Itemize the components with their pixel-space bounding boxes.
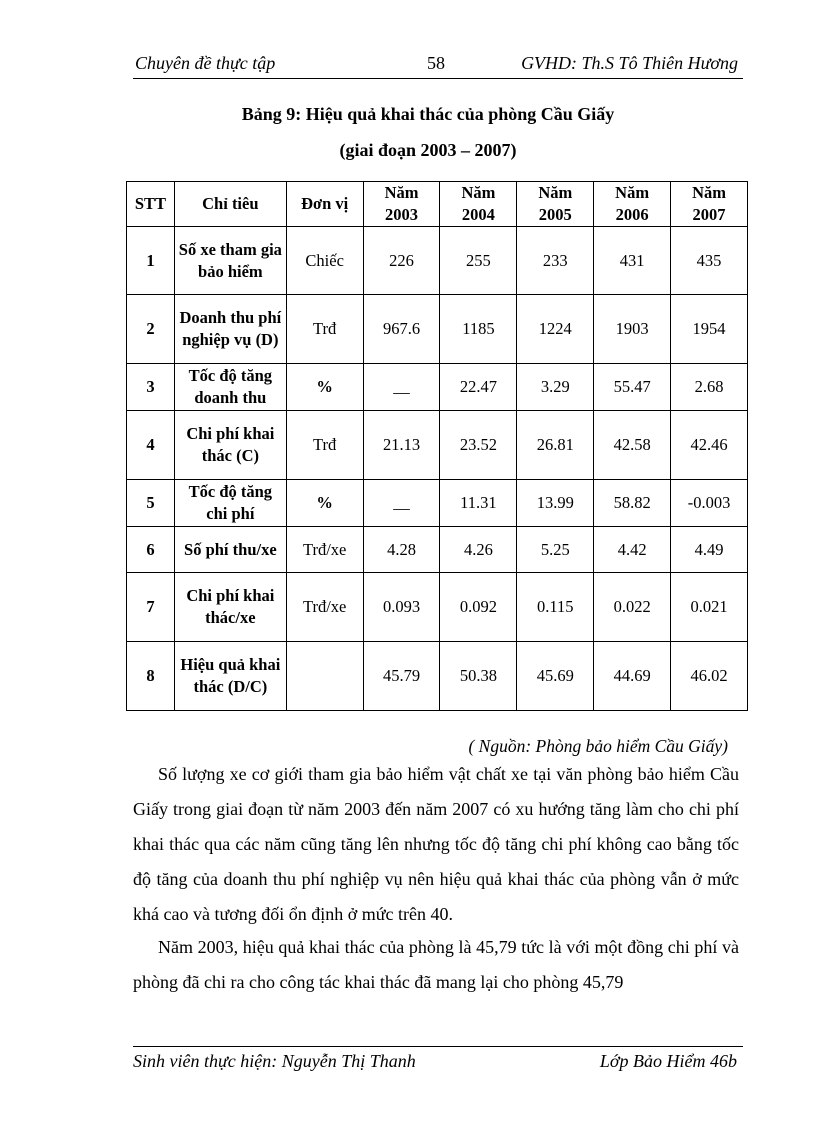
cell-2006: 1903 xyxy=(594,295,671,364)
header-stt: STT xyxy=(127,182,175,227)
row-unit: Chiếc xyxy=(286,227,363,295)
cell-2006: 55.47 xyxy=(594,364,671,411)
body-paragraph: Năm 2003, hiệu quả khai thác của phòng là 45,79 tức là với một đồng chi phí và phòng đã chi ra cho công tác khai thác đã mang lại cho phòng 45,79 xyxy=(133,937,739,992)
table-row xyxy=(127,480,748,527)
cell-2007: 4.49 xyxy=(671,527,748,573)
table-header-row xyxy=(127,182,748,227)
cell-2003: 226 xyxy=(363,227,440,295)
cell-2006: 0.022 xyxy=(594,573,671,642)
header-indicator: Chỉ tiêu xyxy=(174,182,286,227)
efficiency-table xyxy=(126,181,748,711)
cell-2005: 26.81 xyxy=(517,411,594,480)
row-stt: 3 xyxy=(127,364,175,411)
cell-2006: 4.42 xyxy=(594,527,671,573)
body-paragraph: Số lượng xe cơ giới tham gia bảo hiểm vật chất xe tại văn phòng bảo hiểm Cầu Giấy trong giai đoạn từ năm 2003 đến năm 2007 có xu hướng tăng làm cho chi phí khai thác qua các năm cũng tăng lên nhưng tốc độ tăng chi phí không cao bằng tốc độ tăng của doanh thu phí nghiệp vụ nên hiệu quả khai thác của phòng vẫn ở mức khá cao và tương đối ổn định ở mức trên 40. xyxy=(133,764,739,924)
cell-2006: 58.82 xyxy=(594,480,671,527)
cell-2005: 13.99 xyxy=(517,480,594,527)
row-stt: 8 xyxy=(127,642,175,711)
table-row xyxy=(127,573,748,642)
table-title: Bảng 9: Hiệu quả khai thác của phòng Cầu Giấy xyxy=(241,104,615,124)
cell-2005: 5.25 xyxy=(517,527,594,573)
footer-right: Lớp Bảo Hiểm 46b xyxy=(599,1051,737,1071)
cell-2005: 45.69 xyxy=(517,642,594,711)
row-indicator: Số phí thu/xe xyxy=(174,527,286,573)
cell-2006: 44.69 xyxy=(594,642,671,711)
cell-2004: 50.38 xyxy=(440,642,517,711)
cell-2004: 255 xyxy=(440,227,517,295)
row-stt: 5 xyxy=(127,480,175,527)
row-stt: 7 xyxy=(127,573,175,642)
header-year-2005: Năm 2005 xyxy=(517,182,594,227)
row-unit: % xyxy=(286,480,363,527)
cell-2005: 1224 xyxy=(517,295,594,364)
footer-left: Sinh viên thực hiện: Nguyễn Thị Thanh xyxy=(133,1051,416,1071)
cell-2006: 431 xyxy=(594,227,671,295)
cell-2006: 42.58 xyxy=(594,411,671,480)
row-indicator: Doanh thu phí nghiệp vụ (D) xyxy=(174,295,286,364)
row-unit xyxy=(286,642,363,711)
header-right: GVHD: Th.S Tô Thiên Hương xyxy=(521,53,738,73)
cell-2004: 22.47 xyxy=(440,364,517,411)
row-unit: % xyxy=(286,364,363,411)
page-footer xyxy=(133,1046,743,1075)
cell-2007: 42.46 xyxy=(671,411,748,480)
cell-2007: 0.021 xyxy=(671,573,748,642)
cell-2004: 11.31 xyxy=(440,480,517,527)
table-row xyxy=(127,295,748,364)
row-unit: Trđ/xe xyxy=(286,573,363,642)
cell-2004: 0.092 xyxy=(440,573,517,642)
row-stt: 1 xyxy=(127,227,175,295)
table-source: ( Nguồn: Phòng bảo hiểm Cầu Giấy) xyxy=(468,736,728,756)
cell-2005: 0.115 xyxy=(517,573,594,642)
cell-2004: 23.52 xyxy=(440,411,517,480)
cell-2007: 435 xyxy=(671,227,748,295)
row-unit: Trđ/xe xyxy=(286,527,363,573)
table-row xyxy=(127,527,748,573)
cell-2007: -0.003 xyxy=(671,480,748,527)
header-year-2006: Năm 2006 xyxy=(594,182,671,227)
header-year-2004: Năm 2004 xyxy=(440,182,517,227)
cell-2005: 3.29 xyxy=(517,364,594,411)
cell-2007: 46.02 xyxy=(671,642,748,711)
cell-2005: 233 xyxy=(517,227,594,295)
cell-2003: __ xyxy=(363,364,440,411)
page-header xyxy=(133,52,743,79)
table-subtitle: (giai đoạn 2003 – 2007) xyxy=(339,140,517,160)
row-indicator: Số xe tham gia bảo hiểm xyxy=(174,227,286,295)
table-row xyxy=(127,364,748,411)
row-unit: Trđ xyxy=(286,295,363,364)
cell-2003: __ xyxy=(363,480,440,527)
row-indicator: Tốc độ tăng doanh thu xyxy=(174,364,286,411)
row-stt: 4 xyxy=(127,411,175,480)
row-indicator: Tốc độ tăng chi phí xyxy=(174,480,286,527)
header-year-2007: Năm 2007 xyxy=(671,182,748,227)
header-unit: Đơn vị xyxy=(286,182,363,227)
row-indicator: Chi phí khai thác (C) xyxy=(174,411,286,480)
table-row xyxy=(127,411,748,480)
cell-2007: 1954 xyxy=(671,295,748,364)
page-number: 58 xyxy=(427,53,445,73)
table-row xyxy=(127,227,748,295)
header-left: Chuyên đề thực tập xyxy=(135,53,276,73)
cell-2004: 1185 xyxy=(440,295,517,364)
row-stt: 6 xyxy=(127,527,175,573)
cell-2007: 2.68 xyxy=(671,364,748,411)
cell-2003: 21.13 xyxy=(363,411,440,480)
header-year-2003: Năm 2003 xyxy=(363,182,440,227)
cell-2003: 45.79 xyxy=(363,642,440,711)
cell-2003: 0.093 xyxy=(363,573,440,642)
cell-2004: 4.26 xyxy=(440,527,517,573)
row-indicator: Hiệu quả khai thác (D/C) xyxy=(174,642,286,711)
row-unit: Trđ xyxy=(286,411,363,480)
row-indicator: Chi phí khai thác/xe xyxy=(174,573,286,642)
cell-2003: 967.6 xyxy=(363,295,440,364)
row-stt: 2 xyxy=(127,295,175,364)
cell-2003: 4.28 xyxy=(363,527,440,573)
table-row xyxy=(127,642,748,711)
